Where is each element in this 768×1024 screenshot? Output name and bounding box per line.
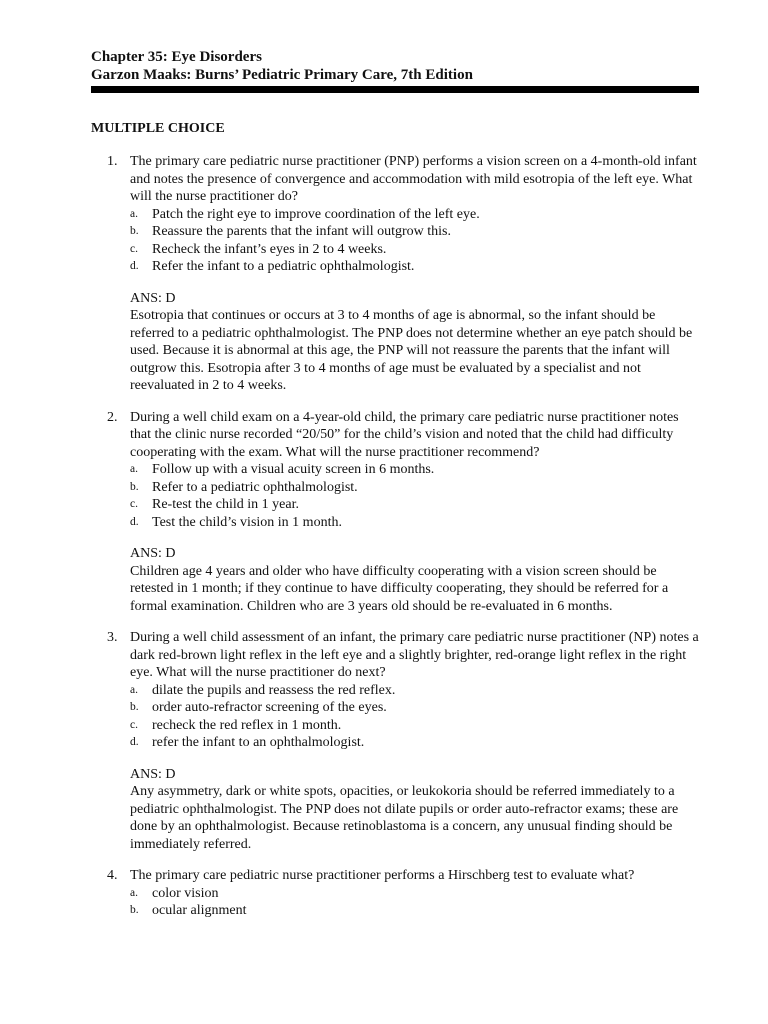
question-4 [91, 867, 703, 920]
option-c [91, 241, 703, 259]
answer-block [91, 545, 703, 615]
question-text: The primary care pediatric nurse practitioner performs a Hirschberg test to evaluate what? [130, 868, 635, 883]
option-text: Patch the right eye to improve coordination of the left eye. [152, 206, 480, 222]
question-stem [91, 409, 703, 462]
book-title: Garzon Maaks: Burns’ Pediatric Primary Care, 7th Edition [91, 67, 473, 83]
answer-block [91, 766, 703, 854]
option-letter: d. [130, 515, 139, 528]
option-letter: a. [130, 207, 138, 220]
option-list [91, 461, 703, 531]
question-stem [91, 867, 703, 885]
option-text: Test the child’s vision in 1 month. [152, 514, 342, 530]
option-b [91, 902, 703, 920]
chapter-title: Chapter 35: Eye Disorders [91, 49, 262, 65]
option-letter: b. [130, 480, 139, 493]
option-text: Refer the infant to a pediatric ophthalmologist. [152, 259, 415, 274]
question-number: 3. [107, 630, 118, 645]
option-text: Refer to a pediatric ophthalmologist. [152, 479, 358, 495]
option-a [91, 206, 703, 224]
option-letter: c. [130, 242, 138, 255]
option-text: recheck the red reflex in 1 month. [152, 717, 342, 733]
option-text: order auto-refractor screening of the eyes. [152, 700, 387, 715]
option-letter: a. [130, 886, 138, 899]
answer-key: ANS: D [130, 546, 176, 561]
option-text: ocular alignment [152, 903, 247, 918]
option-text: refer the infant to an ophthalmologist. [152, 735, 365, 750]
question-number: 2. [107, 409, 118, 425]
option-letter: c. [130, 718, 138, 731]
option-letter: b. [130, 904, 139, 916]
question-text: The primary care pediatric nurse practitioner (PNP) performs a vision screen on a 4-month-old infant and notes the presence of convergence and accommodation with mild esotropia of the left eye. What will the nurse practitioner do? [130, 154, 697, 204]
option-letter: a. [130, 463, 138, 475]
question-number: 1. [107, 154, 118, 169]
document-header [91, 48, 701, 84]
answer-rationale: Children age 4 years and older who have difficulty cooperating with a vision screen should be retested in 1 month; if they continue to have difficulty cooperating, they should be referred for a formal examination. Children who are 3 years old should be re-evaluated in 6 months. [130, 563, 669, 614]
option-letter: a. [130, 683, 138, 696]
answer-block [91, 290, 703, 395]
question-3 [91, 629, 703, 853]
option-text: Re-test the child in 1 year. [152, 497, 299, 512]
option-letter: b. [130, 701, 139, 713]
option-text: Follow up with a visual acuity screen in 6 months. [152, 462, 435, 477]
option-c [91, 717, 703, 735]
question-number: 4. [107, 868, 118, 883]
question-list [91, 153, 703, 934]
question-text: During a well child exam on a 4-year-old child, the primary care pediatric nurse practitioner notes that the clinic nurse recorded “20/50” for the child’s vision and noted that the child had difficulty cooperating with the exam. What will the nurse practitioner recommend? [130, 409, 679, 460]
option-text: dilate the pupils and reassess the red reflex. [152, 682, 396, 698]
option-d [91, 734, 703, 752]
option-b [91, 479, 703, 497]
option-text: Reassure the parents that the infant will outgrow this. [152, 224, 451, 239]
option-a [91, 885, 703, 903]
option-d [91, 258, 703, 276]
option-d [91, 514, 703, 532]
question-text: During a well child assessment of an infant, the primary care pediatric nurse practitioner (NP) notes a dark red-brown light reflex in the left eye and a slightly brighter, red-orange light reflex in the right eye. What will the nurse practitioner do next? [130, 630, 699, 680]
answer-rationale: Esotropia that continues or occurs at 3 to 4 months of age is abnormal, so the infant should be referred to a pediatric ophthalmologist. The PNP does not determine whether an eye patch should be used. Because it is abnormal at this age, the PNP will not reassure the parents that the infant will outgrow this. Esotropia after 3 to 4 months of age must be evaluated by a specialist and not reevaluated in 2 to 4 weeks. [130, 308, 693, 393]
question-stem [91, 153, 703, 206]
option-list [91, 206, 703, 276]
option-b [91, 699, 703, 717]
option-text: color vision [152, 885, 219, 901]
header-divider [91, 86, 699, 93]
option-list [91, 885, 703, 920]
option-letter: d. [130, 260, 139, 272]
section-title: MULTIPLE CHOICE [91, 121, 225, 136]
option-list [91, 682, 703, 752]
option-letter: b. [130, 225, 139, 237]
option-a [91, 461, 703, 479]
option-text: Recheck the infant’s eyes in 2 to 4 weeks. [152, 241, 387, 257]
question-1 [91, 153, 703, 395]
option-letter: d. [130, 736, 139, 748]
option-letter: c. [130, 498, 138, 510]
answer-key: ANS: D [130, 766, 176, 782]
answer-rationale: Any asymmetry, dark or white spots, opacities, or leukokoria should be referred immediately to a pediatric ophthalmologist. The PNP does not dilate pupils or order auto-refractor exams; these are done by an ophthalmologist. Because retinoblastoma is a concern, any unusual finding should be immediately referred. [130, 784, 679, 852]
option-a [91, 682, 703, 700]
option-b [91, 223, 703, 241]
answer-key: ANS: D [130, 290, 176, 306]
option-c [91, 496, 703, 514]
question-stem [91, 629, 703, 682]
question-2 [91, 409, 703, 616]
